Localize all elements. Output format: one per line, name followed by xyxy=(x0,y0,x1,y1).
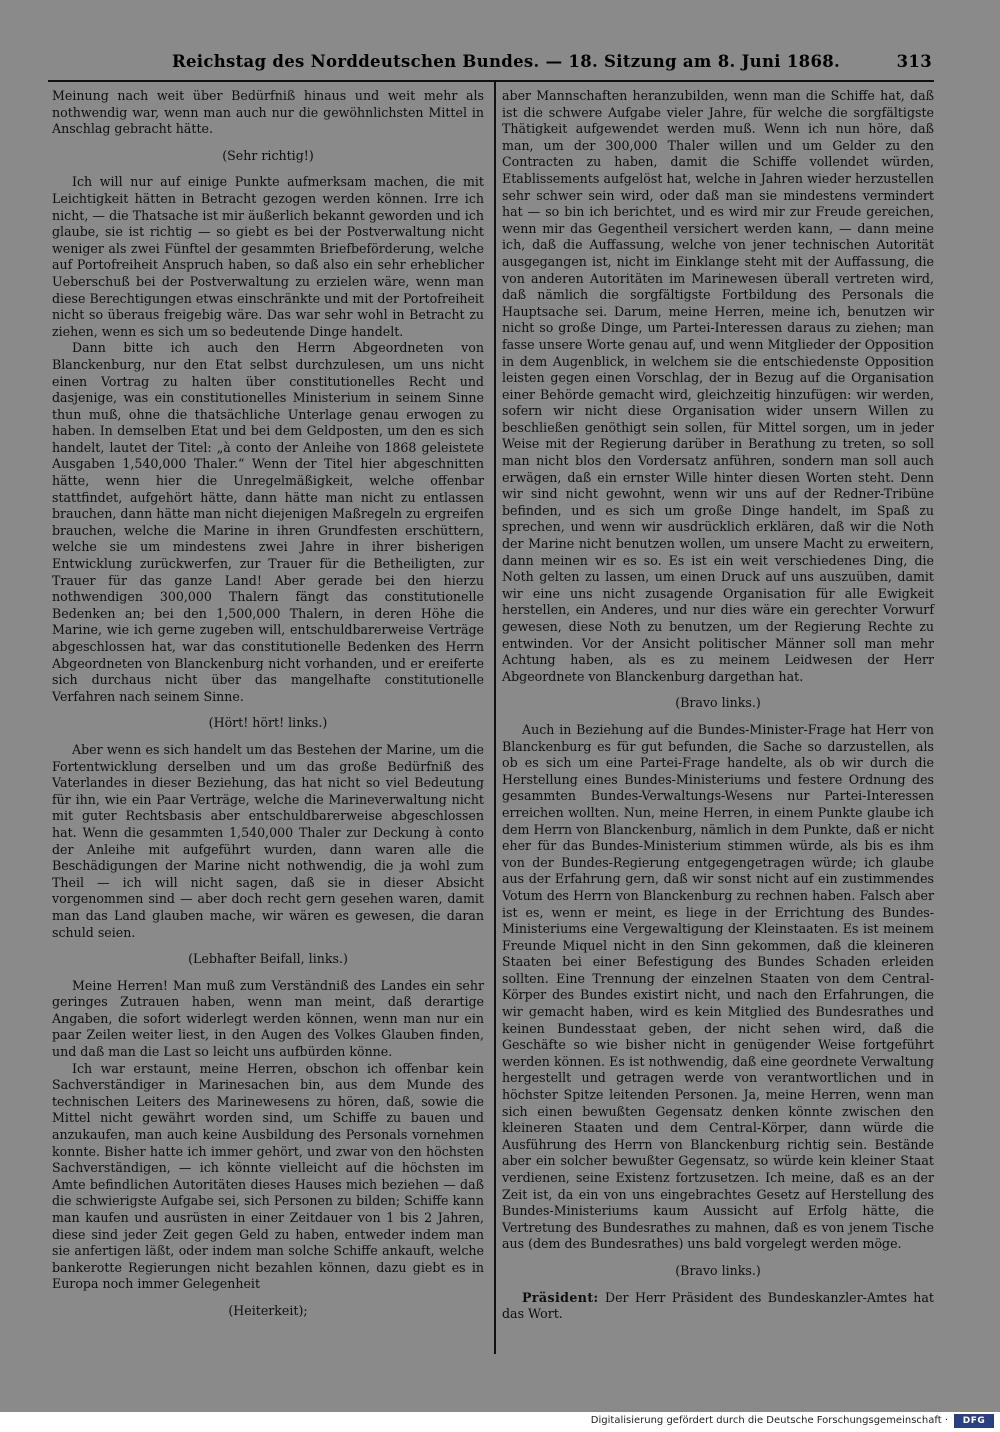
interjection: (Bravo links.) xyxy=(675,695,761,711)
interjection: (Hört! hört! links.) xyxy=(208,715,328,731)
interjection: (Lebhafter Beifall, links.) xyxy=(188,951,348,967)
paragraph: Meine Herren! Man muß zum Verständniß des Landes ein sehr geringes Zutrauen haben, wenn man meint, daß derartige Angaben, die sofort widerlegt werden können, wenn man nur ein paar Zeilen weiter liest, in den Augen des Volkes Glauben finden, und daß man die Last so leicht uns aufbürden könne. xyxy=(52,977,484,1060)
speaker-name: Präsident: xyxy=(522,1289,599,1305)
paragraph: Dann bitte ich auch den Herrn Abgeordneten von Blanckenburg, nur den Etat selbst durchzulesen, um uns nicht einen Vortrag zu halten über constitutionelles Recht und dasjenige, was ein constitutionelles Ministerium in seinem Sinne thun muß, ohne die thatsächliche Unterlage genau erwogen zu haben. In demselben Etat und bei dem Geldposten, um den es sich handelt, lautet der Titel: „à conto der Anleihe von 1868 geleistete Ausgaben 1,540,000 Thaler.“ Wenn der Titel hier abgeschnitten hätte, wenn hier die Unregelmäßigkeit, welche offenbar stattfindet, aufgehört hätte, dann hätte man nicht zu entlassen brauchen, dann hätte man nicht diejenigen Maßregeln zu ergreifen brauchen, welche die Marine in ihren Grundfesten erschüttern, welche sie um mindestens zwei Jahre in ihrer bisherigen Entwicklung zurückwerfen, zur Trauer für die Betheiligten, zur Trauer für das ganze Land! Aber gerade bei den hierzu nothwendigen 300,000 Thalern fängt das constitutionelle Bedenken an; bei den 1,500,000 Thalern, in deren Höhe die Marine, wie ich gerne zugeben will, entschuldbarerweise Verträge abgeschlossen hat, war das constitutionelle Bedenken des Herrn Abgeordneten von Blanckenburg nicht vorhanden, und er ereiferte sich durchaus nicht über das mangelhafte constitutionelle Verfahren nach seinem Sinne. xyxy=(52,340,484,704)
right-column xyxy=(502,88,934,1323)
paragraph: Ich war erstaunt, meine Herren, obschon ich offenbar kein Sachverständiger in Marinesachen bin, aus dem Munde des technischen Leiters des Marinewesens zu hören, daß, sowie die Mittel nicht gewährt worden sind, um Schiffe zu bauen und anzukaufen, man auch keine Ausbildung des Personals vornehmen konnte. Bisher hatte ich immer gehört, und zwar von den höchsten Sachverständigen, — ich könnte vielleicht auf die höchsten im Amte befindlichen Autoritäten dieses Hauses mich beziehen — daß die schwierigste Aufgabe sei, sich Personen zu bilden; Schiffe kann man kaufen und ausrüsten in einer Zeitdauer von 1 bis 2 Jahren, diese sind jeder Zeit gegen Geld zu haben, entweder indem man sie anfertigen läßt, oder indem man solche Schiffe ankauft, welche bankerotte Regierungen nicht bezahlen können, dazu giebt es in Europa noch immer Gelegenheit xyxy=(52,1060,484,1292)
paragraph: Aber wenn es sich handelt um das Bestehen der Marine, um die Fortentwicklung derselben und um das große Bedürfniß des Vaterlandes in dieser Beziehung, das hat nicht so viel Bedeutung für ihn, wie ein Paar Verträge, welche die Marineverwaltung nicht mit guter Rechtsbasis aber entschuldbarerweise abgeschlossen hat. Wenn die gesammten 1,540,000 Thaler zur Deckung à conto der Anleihe mit aufgeführt wurden, dann waren alle die Beschädigungen der Marine nicht nothwendig, die ja wohl zum Theil — ich will nicht sagen, daß sie in dieser Absicht vorgenommen sind — aber doch recht gern gesehen waren, damit man das Land glauben mache, wir wären es gewesen, die daran schuld seien. xyxy=(52,741,484,940)
paragraph xyxy=(502,1290,934,1323)
speaker-text: Der Herr Präsident des Bundeskanzler-Amtes hat das Wort. xyxy=(502,1289,934,1322)
interjection: (Heiterkeit); xyxy=(228,1302,308,1318)
interjection: (Sehr richtig!) xyxy=(222,147,314,163)
paragraph: Auch in Beziehung auf die Bundes-Minister-Frage hat Herr von Blanckenburg es für gut befunden, die Sache so darzustellen, als ob es sich um eine Partei-Frage handelte, als ob wir durch die Herstellung eines Bundes-Ministeriums und festere Ordnung des gesammten Bundes-Verwaltungs-Wesens nur Partei-Interessen erreichen wollten. Nun, meine Herren, in einem Punkte glaube ich dem Herrn von Blanckenburg, nämlich in dem Punkte, daß er nicht eher für das Bundes-Ministerium stimmen würde, als bis es ihm von der Bundes-Regierung entgegengetragen würde; ich glaube aus der Erfahrung gern, daß wir sonst nicht auf ein zustimmendes Votum des Herrn von Blanckenburg zu rechnen haben. Falsch aber ist es, wenn er meint, es liege in der Errichtung des Bundes-Ministeriums eine Vergewaltigung der Kleinstaaten. Es ist meinem Freunde Miquel nicht in den Sinn gekommen, daß die kleineren Staaten bei einer Befestigung des Bundes Schaden erleiden sollten. Eine Trennung der einzelnen Staaten von dem Central-Körper des Bundes existirt nicht, und nach den Erfahrungen, die wir gemacht haben, wird es kein Mitglied des Bundesrathes und keinen Bundesstaat geben, der nicht sehen wird, daß die Geschäfte so wie bisher nicht in genügender Weise fortgeführt werden können. Es ist nothwendig, daß eine geordnete Verwaltung hergestellt und getragen werde von verantwortlichen und in höchster Spitze leitenden Personen. Ja, meine Herren, wenn man sich einen bewußten Gegensatz denken könnte zwischen den kleineren Staaten und dem Central-Körper, dann würde die Ausführung des Herrn von Blanckenburg richtig sein. Bestände aber ein solcher bewußter Gegensatz, so würde kein kleiner Staat verdienen, seine Existenz fortzusetzen. Ich meine, daß es an der Zeit ist, da ein von uns eingebrachtes Gesetz auf Herstellung des Bundes-Ministeriums kaum Aussicht auf Erfolg hätte, die Vertretung des Bundesrathes zu mahnen, daß es von jenem Tische aus (dem des Bundesrathes) uns bald vorgelegt werden möge. xyxy=(502,721,934,1252)
interjection: (Bravo links.) xyxy=(675,1262,761,1278)
page-header xyxy=(172,52,932,74)
page-number: 313 xyxy=(896,52,932,71)
running-title: Reichstag des Norddeutschen Bundes. — 18. Sitzung am 8. Juni 1868. xyxy=(172,52,841,71)
dfg-logo: DFG xyxy=(954,1414,994,1428)
header-rule xyxy=(48,80,934,82)
left-column xyxy=(52,88,484,1330)
column-divider xyxy=(494,82,496,1354)
footer-bar xyxy=(0,1412,1000,1432)
paragraph: aber Mannschaften heranzubilden, wenn man die Schiffe hat, daß ist die schwere Aufgabe vieler Jahre, für welche die sorgfältigste Thätigkeit aufgewendet werden muß. Wenn ich nun höre, daß man, um der 300,000 Thaler willen und um Gelder zu den Contracten zu haben, damit die Schiffe vollendet würden, Etablissements aufgelöst hat, welche in Jahren wieder herzustellen sehr schwer sein wird, oder daß man sie mindestens vermindert hat — so bin ich berichtet, und es wird mir zur Freude gereichen, wenn mir das Gegentheil versichert werden kann, — dann meine ich, daß die Auffassung, welche von jener technischen Autorität ausgegangen ist, nicht im Einklange steht mit der Auffassung, die von anderen Autoritäten im Marinewesen überall vertreten wird, daß nämlich die sorgfältigste Fortbildung des Personals die Hauptsache sei. Darum, meine Herren, meine ich, benutzen wir nicht so große Dinge, um Partei-Interessen daraus zu ziehen; man fasse unsere Worte genau auf, und wenn Mitglieder der Opposition in dem Augenblick, in welchem sie die entschiedenste Opposition leisten gegen einen Vorschlag, der in Bezug auf die Organisation einer Behörde gemacht wird, gleichzeitig hinzufügen: wir werden, sofern wir nicht diese Organisation wider unsern Willen zu beschließen genöthigt sein sollen, für Mittel sorgen, um in jeder Weise mit der Regierung darüber in Berathung zu treten, so soll man nicht blos den Vordersatz anführen, sondern man soll auch erwägen, daß ein ernster Wille hinter diesen Worten steht. Denn wir sind nicht gewohnt, wenn wir uns auf der Redner-Tribüne befinden, und es sich um große Dinge handelt, im Spaß zu sprechen, und wenn wir ausdrücklich erklären, daß wir die Noth der Marine nicht benutzen wollen, um unsere Macht zu erweitern, dann meinen wir es so. Es ist ein weit verschiedenes Ding, die Noth gelten zu lassen, um einen Druck auf uns auszuüben, damit wir eine uns nicht zusagende Organisation für alle Ewigkeit herstellen, ein Anderes, und nur dies wäre ein gerechter Vorwurf gewesen, diese Noth zu benutzen, um der Regierung Rechte zu entwinden. Vor der Ansicht politischer Männer soll man mehr Achtung haben, als es zu meinem Leidwesen der Herr Abgeordnete von Blanckenburg dargethan hat. xyxy=(502,88,934,684)
funding-notice: Digitalisierung gefördert durch die Deutsche Forschungsgemeinschaft · xyxy=(590,1415,948,1426)
paragraph: Ich will nur auf einige Punkte aufmerksam machen, die mit Leichtigkeit hätten in Betracht gezogen werden können. Irre ich nicht, — die Thatsache ist mir äußerlich bekannt geworden und ich glaube, sie ist richtig — so giebt es bei der Postverwaltung nicht weniger als zwei Fünftel der gesammten Briefbeförderung, welche auf Portofreiheit Anspruch haben, so daß also ein sehr erheblicher Ueberschuß bei der Postverwaltung zu erzielen wäre, wenn man diese Berechtigungen etwas einschränkte und mit der Portofreiheit nicht so überaus freigebig wäre. Das war sehr wohl in Betracht zu ziehen, wenn es sich um so bedeutende Dinge handelt. xyxy=(52,174,484,339)
paragraph: Meinung nach weit über Bedürfniß hinaus und weit mehr als nothwendig war, wenn man auch nur die gewöhnlichsten Mittel in Anschlag gebracht hätte. xyxy=(52,88,484,137)
